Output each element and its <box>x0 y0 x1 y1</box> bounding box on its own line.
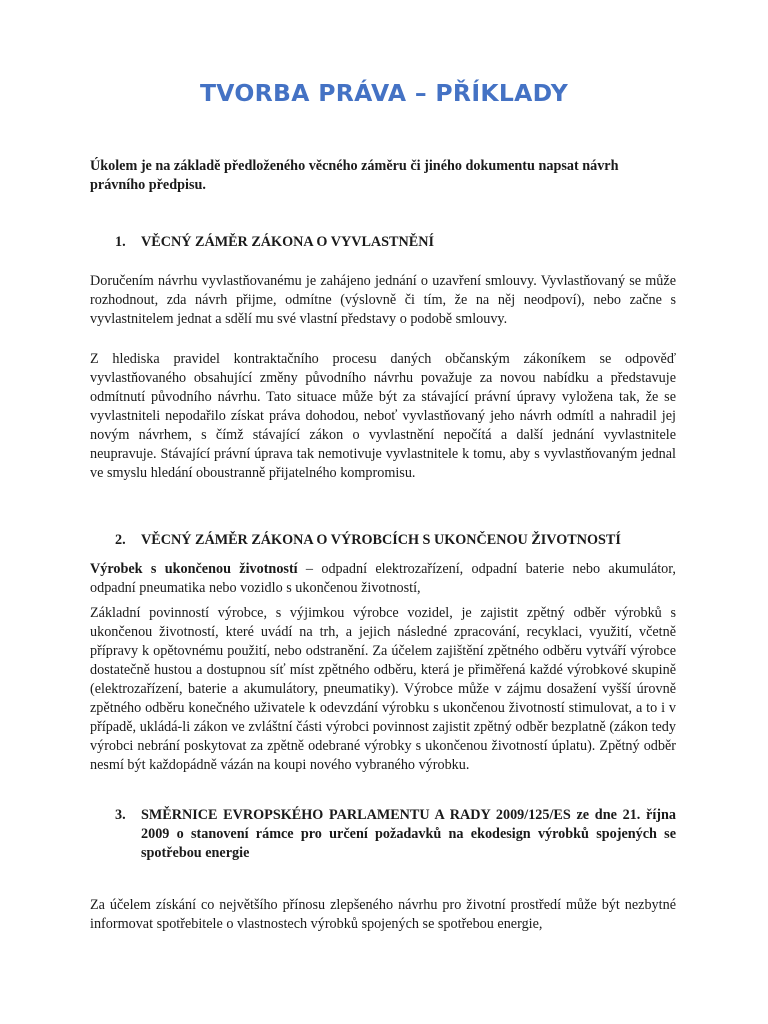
section-2-heading <box>90 531 676 550</box>
section-2-number: 2. <box>115 532 126 548</box>
intro-paragraph: Úkolem je na základě předloženého věcného záměru či jiného dokumentu napsat návrh právního předpisu. <box>90 158 619 193</box>
section-1-paragraph-1: Doručením návrhu vyvlastňovanému je zahájeno jednání o uzavření smlouvy. Vyvlastňovaný se může rozhodnout, zda návrh přijme, odmítne (výslovně či tím, že na něj neodpoví), nebo začne s vyvlastnitelem jednat a sdělí mu své vlastní představy o podobě smlouvy. <box>90 273 676 327</box>
section-3-number: 3. <box>115 807 126 823</box>
section-1-paragraph-2: Z hlediska pravidel kontraktačního procesu daných občanským zákoníkem se odpověď vyvlastňovaného obsahující změny původního návrhu považuje za novou nabídku a představuje odmítnutí původního návrhu. Tato situace může být za stávající právní úpravy vyložena tak, že se vyvlastniteli nepodařilo získat práva dohodou, neboť vyvlastňovaný jeho návrh odmítl a nahradil jej novým návrhem, s čímž stávající zákon o vyvlastnění nepočítá a další jednání vyvlastnitele neupravuje. Stávající právní úprava tak nemotivuje vyvlastnitele k tomu, aby s vyvlastňovaným jednal ve smyslu hledání oboustranně přijatelného kompromisu. <box>90 351 676 481</box>
section-3-paragraph-1: Za účelem získání co největšího přínosu zlepšeného návrhu pro životní prostředí může být nezbytné informovat spotřebitele o vlastnostech výrobků spojených se spotřebou energie, <box>90 897 676 932</box>
document-title: TVORBA PRÁVA – PŘÍKLADY <box>199 79 569 107</box>
section-1-title: VĚCNÝ ZÁMĚR ZÁKONA O VYVLASTNĚNÍ <box>141 234 434 250</box>
section-2-paragraph-1: Základní povinností výrobce, s výjimkou výrobce vozidel, je zajistit zpětný odběr výrobků s ukončenou životností, které uvádí na trh, a jejich následné zpracování, recyklaci, využití, včetně přípravy k opětovnému použití, nebo odstranění. Za účelem zajištění zpětného odběru vytváří výrobce dostatečně hustou a dostupnou síť míst zpětného odběru, která je přiměřená každé výrobkové skupině (elektrozařízení, baterie a akumulátory, pneumatiky). Výrobce může v zájmu dosažení vyšší úrovně zpětného odběru konečného uživatele k odevzdání výrobku s ukončenou životností stimulovat, a to i v případě, ukládá-li zákon ve zvláštní části výrobci povinnost zajistit zpětný odběr bezplatně (zákon tedy výrobci nebrání poskytovat za zpětně odebrané výrobky s ukončenou životností úplatu). Zpětný odběr nesmí být každopádně vázán na koupi nového vybraného výrobku. <box>90 605 676 773</box>
section-2-title: VĚCNÝ ZÁMĚR ZÁKONA O VÝROBCÍCH S UKONČENOU ŽIVOTNOSTÍ <box>141 532 621 548</box>
section-3-heading <box>90 806 676 863</box>
definition-term: Výrobek s ukončenou životností <box>90 561 298 577</box>
section-1-heading <box>90 233 676 252</box>
section-1-number: 1. <box>115 234 126 250</box>
section-2-definition <box>90 560 676 598</box>
definition-text: – odpadní elektrozařízení, odpadní baterie nebo akumulátor, odpadní pneumatika nebo vozidlo s ukončenou životností, <box>90 561 676 596</box>
section-3-title: SMĚRNICE EVROPSKÉHO PARLAMENTU A RADY 2009/125/ES ze dne 21. října 2009 o stanovení rámce pro určení požadavků na ekodesign výrobků spojených se spotřebou energie <box>141 807 676 861</box>
